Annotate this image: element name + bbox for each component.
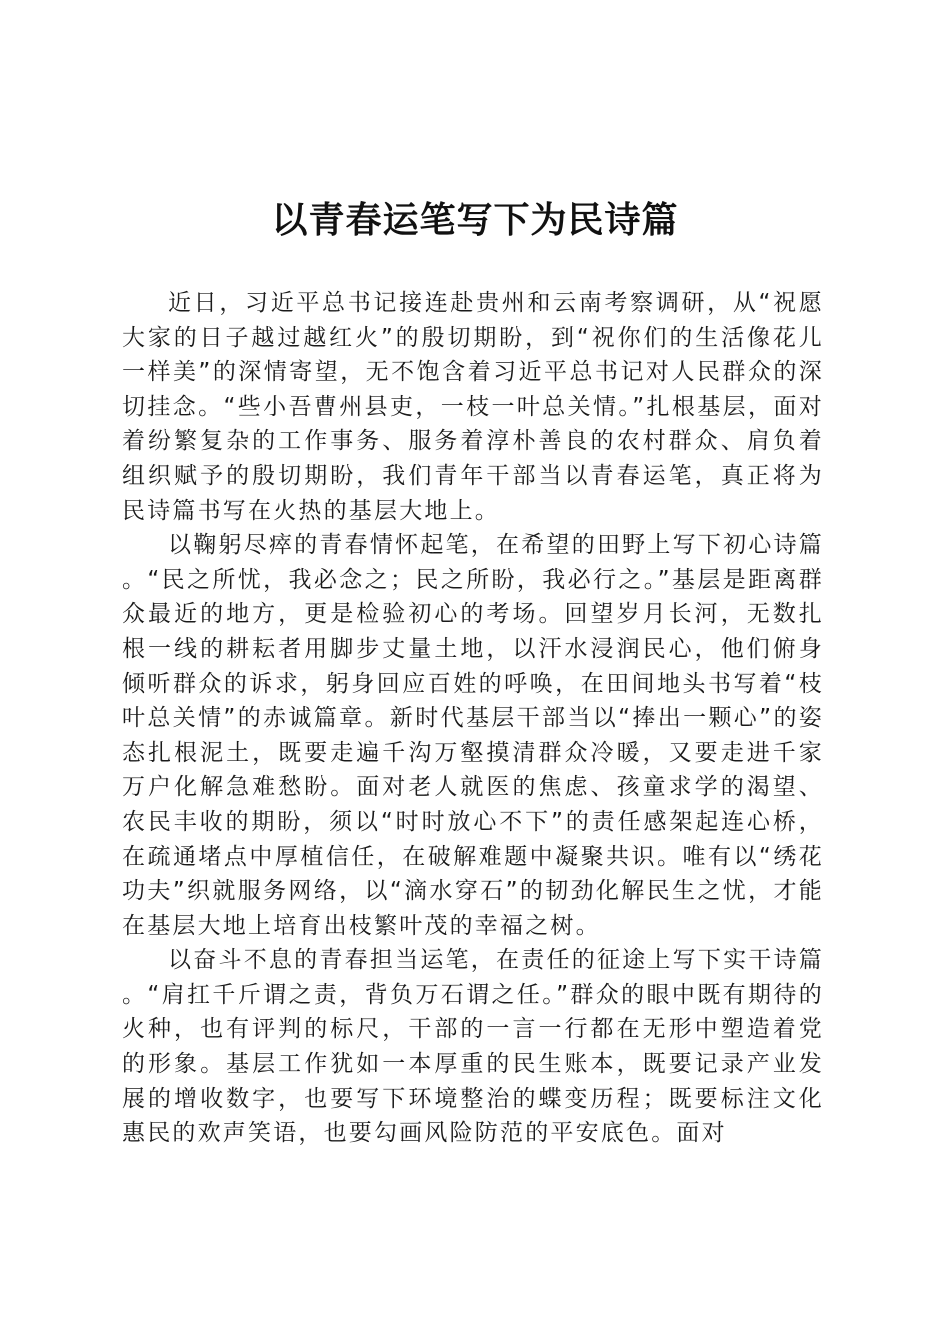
document-body bbox=[122, 286, 824, 1151]
paragraph-2: 以鞠躬尽瘁的青春情怀起笔，在希望的田野上写下初心诗篇。“民之所忧，我必念之；民之所盼，我必行之。”基层是距离群众最近的地方，更是检验初心的考场。回望岁月长河，无数扎根一线的耕耘者用脚步丈量土地，以汗水浸润民心，他们俯身倾听群众的诉求，躬身回应百姓的呼唤，在田间地头书写着“枝叶总关情”的赤诚篇章。新时代基层干部当以“捧出一颗心”的姿态扎根泥土，既要走遍千沟万壑摸清群众冷暖，又要走进千家万户化解急难愁盼。面对老人就医的焦虑、孩童求学的渴望、农民丰收的期盼，须以“时时放心不下”的责任感架起连心桥，在疏通堵点中厚植信任，在破解难题中凝聚共识。唯有以“绣花功夫”织就服务网络，以“滴水穿石”的韧劲化解民生之忧，才能在基层大地上培育出枝繁叶茂的幸福之树。 bbox=[122, 532, 824, 939]
document-title: 以青春运笔写下为民诗篇 bbox=[271, 199, 679, 241]
paragraph-1: 近日，习近平总书记接连赴贵州和云南考察调研，从“祝愿大家的日子越过越红火”的殷切期盼，到“祝你们的生活像花儿一样美”的深情寄望，无不饱含着习近平总书记对人民群众的深切挂念。“些小吾曹州县吏，一枝一叶总关情。”扎根基层，面对着纷繁复杂的工作事务、服务着淳朴善良的农村群众、肩负着组织赋予的殷切期盼，我们青年干部当以青春运笔，真正将为民诗篇书写在火热的基层大地上。 bbox=[122, 290, 824, 524]
paragraph-3: 以奋斗不息的青春担当运笔，在责任的征途上写下实干诗篇。“肩扛千斤谓之责，背负万石谓之任。”群众的眼中既有期待的火种，也有评判的标尺，干部的一言一行都在无形中塑造着党的形象。基层工作犹如一本厚重的民生账本，既要记录产业发展的增收数字，也要写下环境整治的蝶变历程；既要标注文化惠民的欢声笑语，也要勾画风险防范的平安底色。面对 bbox=[122, 947, 824, 1147]
